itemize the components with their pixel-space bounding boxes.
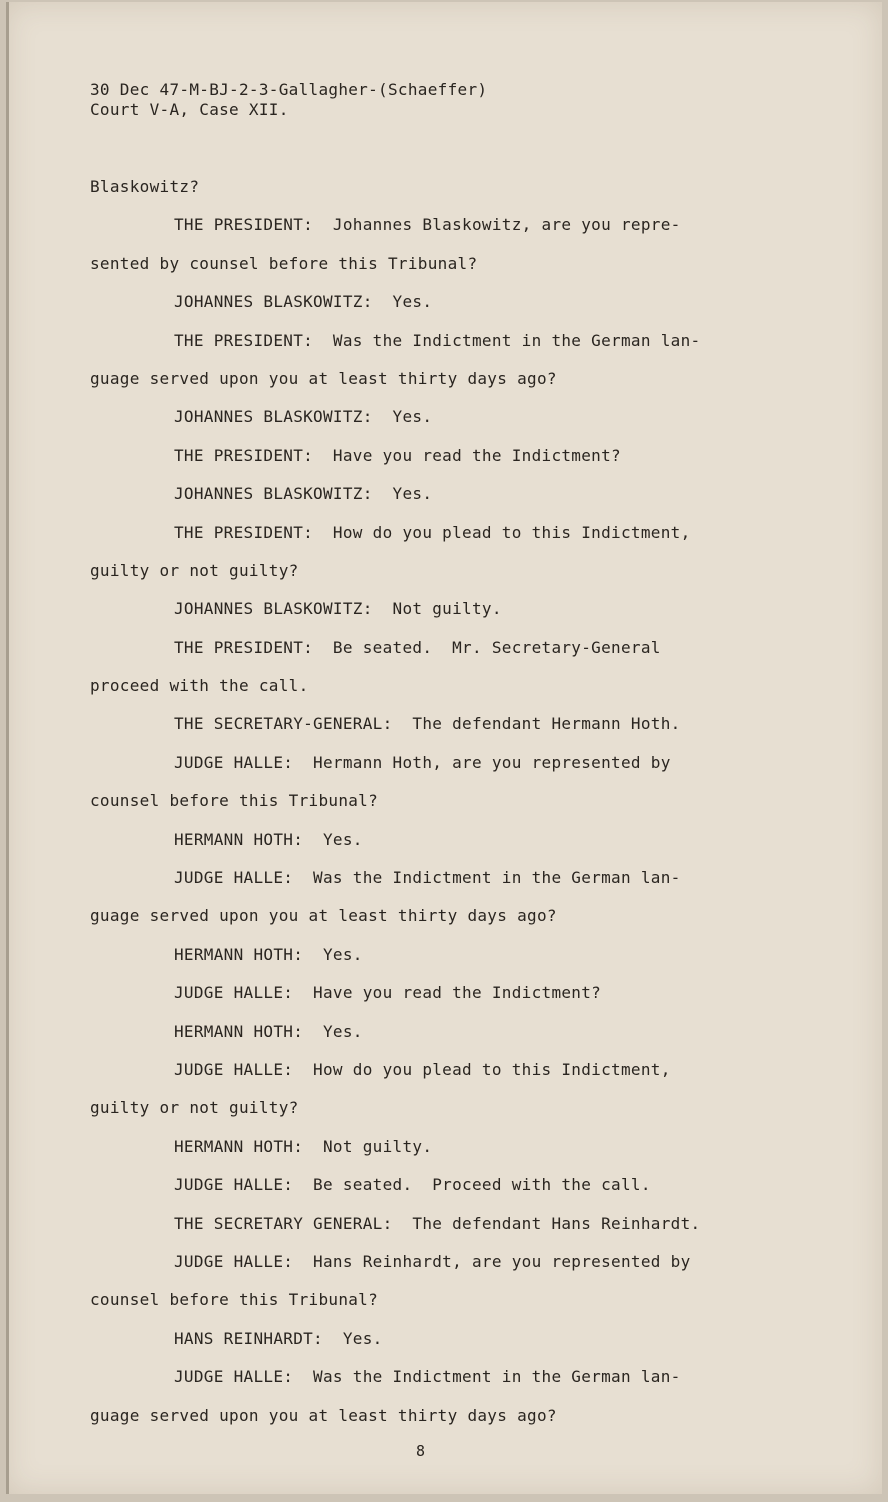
- page-edge: [6, 2, 9, 1494]
- transcript-line: HERMANN HOTH: Yes.: [174, 829, 363, 849]
- transcript-line: JUDGE HALLE: Was the Indictment in the German lan-: [174, 868, 681, 888]
- transcript-line: JUDGE HALLE: Be seated. Proceed with the call.: [174, 1175, 651, 1195]
- transcript-line: JUDGE HALLE: Hans Reinhardt, are you represented by: [174, 1251, 691, 1271]
- header-line-2: Court V-A, Case XII.: [90, 100, 289, 119]
- transcript-line: JUDGE HALLE: Have you read the Indictment?: [174, 983, 602, 1003]
- transcript-line: JOHANNES BLASKOWITZ: Yes.: [174, 292, 433, 312]
- transcript-line: THE PRESIDENT: How do you plead to this Indictment,: [174, 522, 691, 542]
- transcript-line: guilty or not guilty?: [90, 1098, 299, 1118]
- header-line-1: 30 Dec 47-M-BJ-2-3-Gallagher-(Schaeffer): [90, 80, 488, 99]
- transcript-line: HERMANN HOTH: Not guilty.: [174, 1136, 433, 1156]
- transcript-line: counsel before this Tribunal?: [90, 1290, 379, 1310]
- page-number: 8: [416, 1442, 426, 1460]
- transcript-line: JOHANNES BLASKOWITZ: Yes.: [174, 407, 433, 427]
- transcript-line: JUDGE HALLE: How do you plead to this Indictment,: [174, 1059, 671, 1079]
- transcript-line: THE PRESIDENT: Was the Indictment in the German lan-: [174, 330, 701, 350]
- transcript-line: THE SECRETARY-GENERAL: The defendant Hermann Hoth.: [174, 714, 681, 734]
- transcript-line: proceed with the call.: [90, 676, 309, 696]
- transcript-line: THE PRESIDENT: Be seated. Mr. Secretary-General: [174, 637, 661, 657]
- transcript-line: HERMANN HOTH: Yes.: [174, 1021, 363, 1041]
- transcript-line: THE SECRETARY GENERAL: The defendant Hans Reinhardt.: [174, 1213, 701, 1233]
- transcript-line: sented by counsel before this Tribunal?: [90, 253, 478, 273]
- transcript-line: guage served upon you at least thirty days ago?: [90, 906, 557, 926]
- transcript-line: counsel before this Tribunal?: [90, 791, 379, 811]
- transcript-line: JUDGE HALLE: Hermann Hoth, are you represented by: [174, 752, 671, 772]
- document-page: [6, 2, 882, 1494]
- transcript-line: JOHANNES BLASKOWITZ: Not guilty.: [174, 599, 502, 619]
- transcript-line: THE PRESIDENT: Have you read the Indictment?: [174, 445, 621, 465]
- transcript-line: guilty or not guilty?: [90, 560, 299, 580]
- transcript-line: JUDGE HALLE: Was the Indictment in the German lan-: [174, 1367, 681, 1387]
- transcript-line: THE PRESIDENT: Johannes Blaskowitz, are you repre-: [174, 215, 681, 235]
- transcript-line: HERMANN HOTH: Yes.: [174, 944, 363, 964]
- document-header: [90, 80, 487, 120]
- transcript-line: HANS REINHARDT: Yes.: [174, 1328, 383, 1348]
- transcript-line: guage served upon you at least thirty days ago?: [90, 1405, 557, 1425]
- transcript-line: Blaskowitz?: [90, 177, 200, 196]
- transcript-body: [90, 168, 810, 1435]
- transcript-line: guage served upon you at least thirty days ago?: [90, 368, 557, 388]
- transcript-line: JOHANNES BLASKOWITZ: Yes.: [174, 484, 433, 504]
